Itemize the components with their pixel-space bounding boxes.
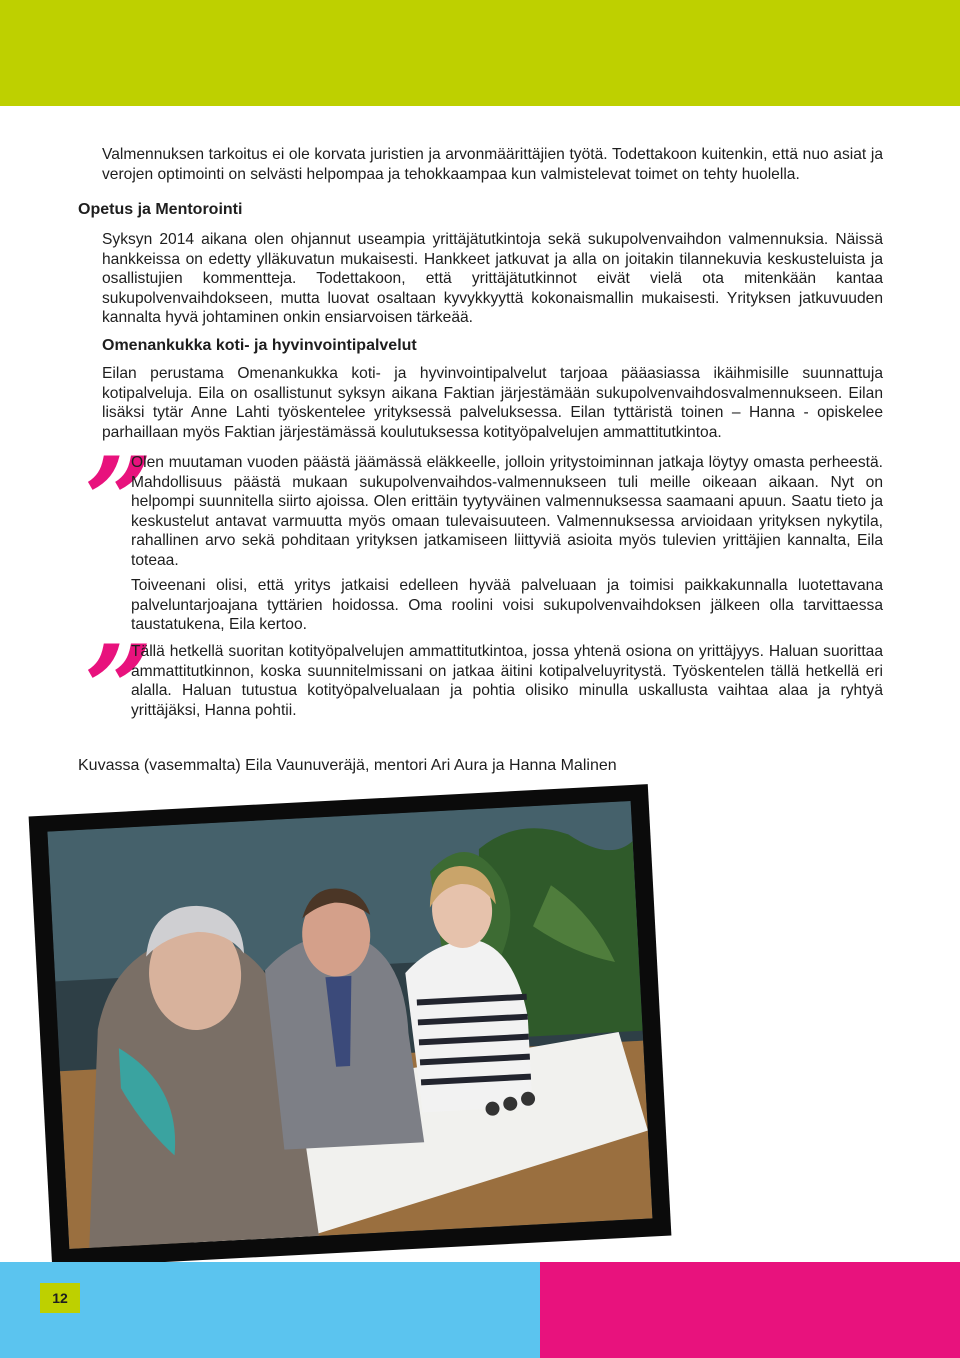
group-photo bbox=[47, 801, 652, 1249]
quote-mark-icon: ” bbox=[84, 619, 146, 760]
bottom-band-blue bbox=[0, 1262, 540, 1358]
quote-mark-icon: ” bbox=[84, 431, 146, 572]
bottom-color-band bbox=[0, 1262, 960, 1358]
quote-hanna-paragraph: Tällä hetkellä suoritan kotityöpalvelujen ammattitutkintoa, jossa yhtenä osiona on yrittäjyys. Haluan suorittaa ammattitutkinnon, koska suunnitelmissani on jatkaa äitini kotipalveluyritystä. Työskentelen tällä hetkellä eri alalla. Haluan tutustua kotityöpalvelualaan ja pohtia olisiko minulla uskallusta vaihtaa alaa ja ryhtyä yrittäjäksi, Hanna pohtii. bbox=[131, 643, 883, 719]
photo-illustration bbox=[47, 801, 652, 1249]
quote-eila-paragraph-1: Olen muutaman vuoden päästä jäämässä eläkkeelle, jolloin yritystoiminnan jatkaja löytyy omasta perheestä. Mahdollisuus päästä mukaan sukupolvenvaihdos-valmennukseen tuli meille oikeaan aikaan. Nyt on helpompi suunnitella siirto ajoissa. Olen erittäin tyytyväinen valmennuksessa saamaani apuun. Saatu tieto ja keskustelut antavat varmuutta myös omaan tulevaisuuteen. Valmennuksessa arvioidaan yrityksen nykytila, rahallinen arvo sekä pohditaan yrityksen jatkamiseen liittyviä asioita myös tulevien yrittäjien kannalta, Eila toteaa. bbox=[131, 454, 883, 569]
top-color-band bbox=[0, 0, 960, 106]
quote-eila-paragraph-2: Toiveenani olisi, että yritys jatkaisi edelleen hyvää palveluaan ja toimisi paikkakunnalla luotettavana palveluntarjoajana tyttärien hoidossa. Oma roolini voisi sukupolvenvaihdoksen jälkeen olla tarvittaessa taustatukena, Eila kertoo. bbox=[131, 577, 883, 634]
section-heading-omenankukka: Omenankukka koti- ja hyvinvointipalvelut bbox=[102, 337, 417, 354]
photo-caption: Kuvassa (vasemmalta) Eila Vaunuveräjä, mentori Ari Aura ja Hanna Malinen bbox=[78, 757, 617, 774]
bottom-band-pink bbox=[540, 1262, 960, 1358]
page-number: 12 bbox=[40, 1283, 80, 1313]
photo-frame bbox=[29, 784, 672, 1268]
section-heading-opetus: Opetus ja Mentorointi bbox=[78, 201, 243, 218]
section-paragraph-opetus: Syksyn 2014 aikana olen ohjannut useampia yrittäjätutkintoja sekä sukupolvenvaihdon valmennuksia. Näissä hankkeissa on edetty ylläkuvatun mukaisesti. Hankkeet jatkuvat ja alla on joitakin tilannekuvia keskusteluista ja osallistujien kommentteja. Todettakoon, että yrittäjätutkinnot eivät vielä ota mitenkään kantaa sukupolvenvaihdokseen, mutta luovat osaltaan kyvykkyyttä kokonaismallin mukaisesti. Yrityksen jatkuvuuden kannalta hyvä johtaminen onkin ensiarvoisen tärkeää. bbox=[102, 231, 883, 327]
section-paragraph-omenankukka: Eilan perustama Omenankukka koti- ja hyvinvointipalvelut tarjoaa pääasiassa ikäihmisille suunnattuja kotipalveluja. Eila on osallistunut syksyn aikana Faktian järjestämään sukupolvenvaihdosvalmennukseen. Eilan lisäksi tytär Anne Lahti työskentelee yrityksessä palveluksessa. Eilan tyttäristä toinen – Hanna - opiskelee parhaillaan myös Faktian järjestämässä koulutuksessa kotityöpalvelujen ammattitutkintoa. bbox=[102, 365, 883, 441]
intro-paragraph: Valmennuksen tarkoitus ei ole korvata juristien ja arvonmäärittäjien työtä. Todettakoon kuitenkin, että nuo asiat ja verojen optimointi on selvästi helpompaa ja tehokkaampaa kun valmistelevat toimet on tehty huolella. bbox=[102, 146, 883, 183]
